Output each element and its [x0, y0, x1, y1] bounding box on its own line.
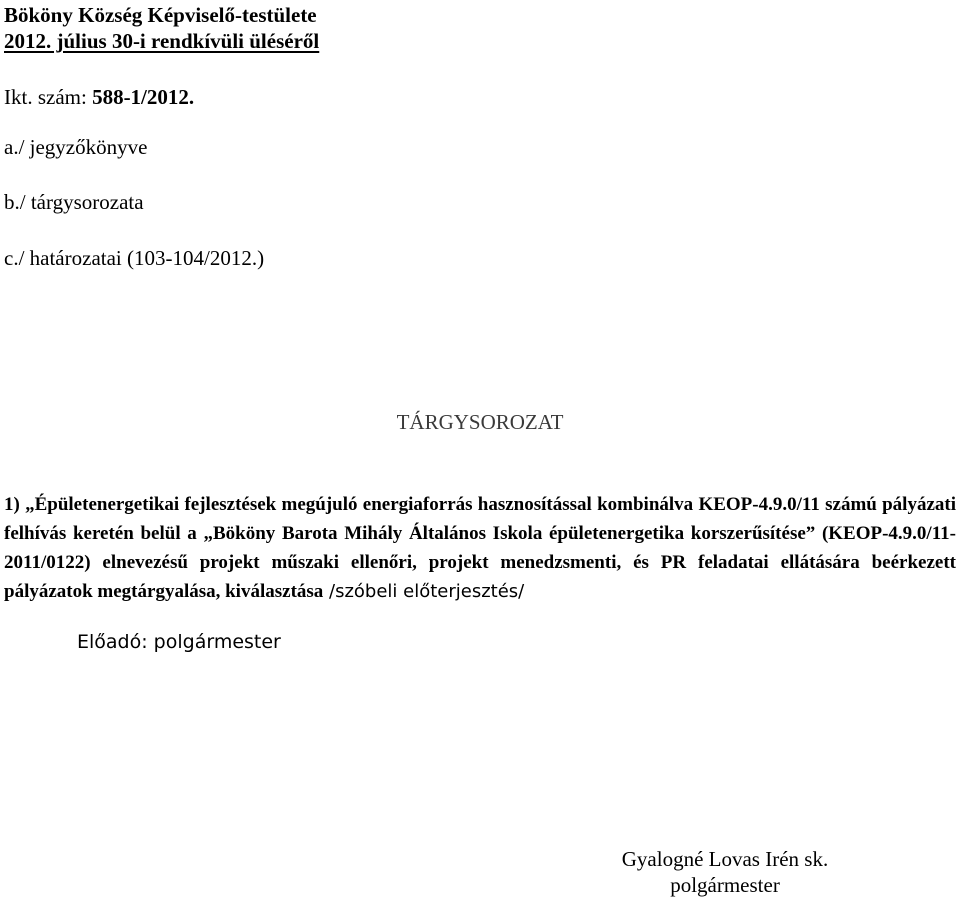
agenda-title: TÁRGYSOROZAT [396, 410, 564, 434]
signature-name: Gyalogné Lovas Irén sk. [621, 847, 829, 871]
reference-label: Ikt. szám: [4, 85, 93, 109]
contents-item-resolutions: c./ határozatai (103-104/2012.) [4, 246, 265, 270]
agenda-presenter: Előadó: polgármester [77, 631, 281, 653]
signature-title: polgármester [670, 873, 780, 897]
contents-item-minutes: a./ jegyzőkönyve [4, 135, 148, 159]
agenda-item-note: /szóbeli előterjesztés/ [323, 581, 525, 602]
reference-number [4, 84, 194, 110]
agenda-item-1 [4, 490, 956, 606]
meeting-title: 2012. július 30-i rendkívüli üléséről [4, 29, 320, 53]
contents-item-agenda: b./ tárgysorozata [4, 190, 144, 214]
agenda-item-text: 1) „Épületenergetikai fejlesztések megújuló energiaforrás hasznosítással kombinálva KEOP-4.9.0/11 számú pályázati felhívás keretén belül a „Bököny Barota Mihály Általános Iskola épületenergetika korszerűsítése” (KEOP-4.9.0/11-2011/0122) elnevezésű projekt műszaki ellenőri, projekt menedzsmenti, és PR feladatai ellátására beérkezett pályázatok megtárgyalása, kiválasztása [4, 494, 956, 602]
council-name: Bököny Község Képviselő-testülete [4, 3, 317, 27]
signature-block [590, 846, 860, 898]
reference-value: 588-1/2012. [92, 85, 195, 109]
